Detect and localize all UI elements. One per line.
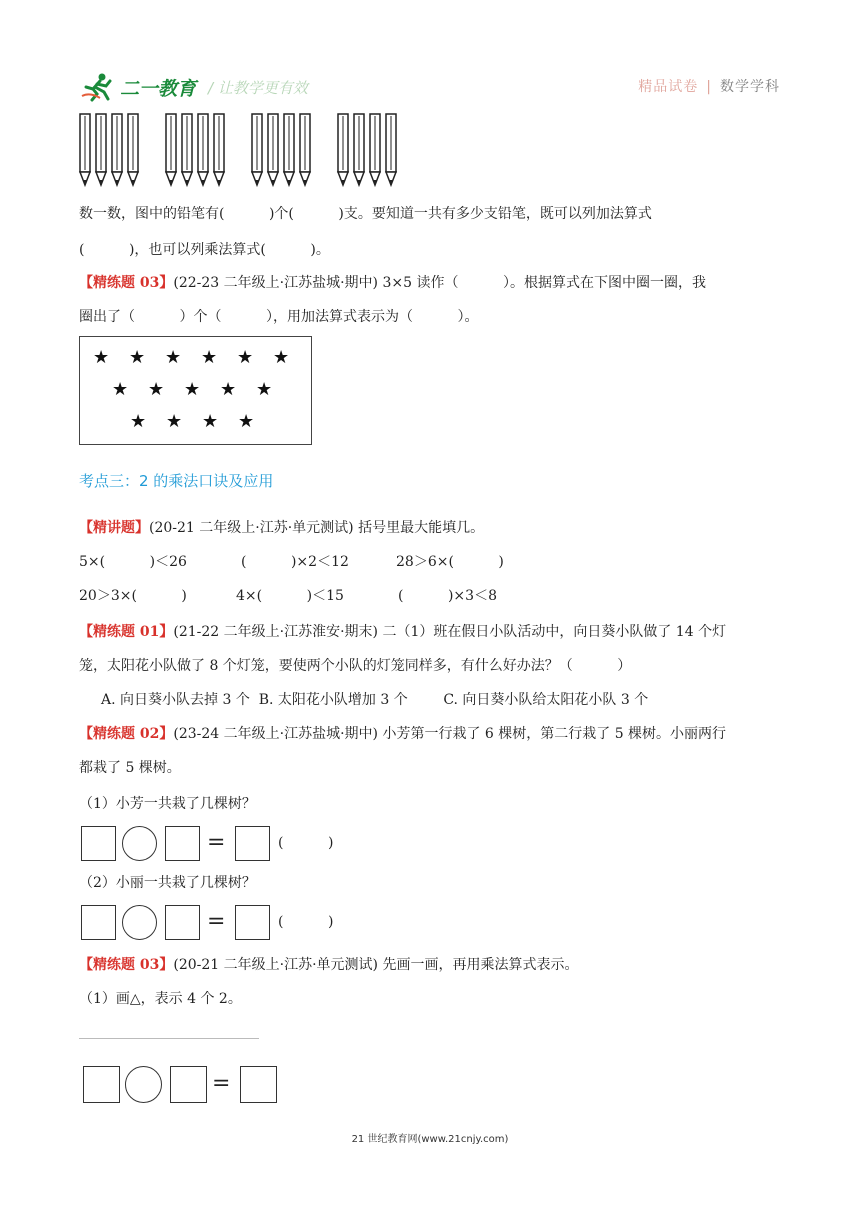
equals-sign: = (207, 830, 226, 855)
subject-label: 数学学科 (720, 79, 780, 95)
equals-sign: = (207, 909, 226, 934)
exercise-03a-line2: 圈出了（ ）个（ ），用加法算式表示为（ ）。 (79, 309, 479, 325)
star-icon[interactable]: ★ (238, 411, 255, 432)
exercise-tag: 【精练题 01】 (79, 624, 174, 640)
pencil-icon (214, 114, 224, 185)
pencil-icon (96, 114, 106, 185)
exercise-02-line1 (79, 724, 726, 744)
pencil-figure (78, 112, 418, 190)
header-logo (80, 72, 308, 102)
ineq-4: 20＞3×( ) (79, 588, 187, 604)
pencil-icon (284, 114, 294, 185)
pencil-icon (354, 114, 364, 185)
pencil-icon (128, 114, 138, 185)
lecture-tag: 【精讲题】 (79, 520, 149, 536)
pencil-icon (198, 114, 208, 185)
exercise-02-q2: （2）小丽一共栽了几棵树？ (79, 875, 256, 891)
star-icon[interactable]: ★ (256, 379, 273, 400)
answer-box[interactable] (81, 826, 116, 861)
star-icon[interactable]: ★ (273, 347, 290, 368)
operator-circle[interactable] (122, 826, 157, 861)
lecture-text: (20-21 二年级上·江苏·单元测试) 括号里最大能填几。 (149, 520, 485, 536)
pencil-icon (182, 114, 192, 185)
star-icon[interactable]: ★ (201, 347, 218, 368)
star-icon[interactable]: ★ (202, 411, 219, 432)
answer-box[interactable] (235, 826, 270, 861)
header-separator: | (706, 79, 712, 95)
answer-box[interactable] (165, 905, 200, 940)
star-icon[interactable]: ★ (220, 379, 237, 400)
unit-paren: ( ) (278, 835, 334, 851)
exercise-01-options: A. 向日葵小队去掉 3 个 B. 太阳花小队增加 3 个 C. 向日葵小队给太阳花小队 3 个 (101, 692, 649, 708)
star-icon[interactable]: ★ (130, 411, 147, 432)
star-icon[interactable]: ★ (184, 379, 201, 400)
runner-logo-icon (80, 72, 116, 102)
exercise-text: (21-22 二年级上·江苏淮安·期末) 二（1）班在假日小队活动中，向日葵小队做了 14 个灯 (173, 624, 727, 640)
star-icon[interactable]: ★ (237, 347, 254, 368)
pencil-icon (112, 114, 122, 185)
answer-box[interactable] (165, 826, 200, 861)
exercise-text: (22-23 二年级上·江苏盐城·期中) 3×5 读作（ ）。根据算式在下图中圈一圈，我 (173, 275, 706, 291)
exercise-tag: 【精练题 02】 (79, 726, 174, 742)
exercise-tag: 【精练题 03】 (79, 275, 174, 291)
pencil-icon (338, 114, 348, 185)
ineq-5: 4×( )＜15 (236, 588, 344, 604)
pencil-icon (166, 114, 176, 185)
pencil-icon (268, 114, 278, 185)
operator-circle[interactable] (125, 1066, 162, 1103)
answer-box[interactable] (240, 1066, 277, 1103)
exercise-03b-q1: （1）画△，表示 4 个 2。 (79, 991, 242, 1007)
exercise-03b-line1 (79, 955, 578, 975)
pencil-icon (80, 114, 90, 185)
logo-text: 二一教育 (120, 77, 197, 100)
star-icon[interactable]: ★ (129, 347, 146, 368)
star-icon[interactable]: ★ (112, 379, 129, 400)
lecture-line (79, 518, 484, 538)
answer-box[interactable] (170, 1066, 207, 1103)
unit-paren: ( ) (278, 914, 334, 930)
ineq-1: 5×( )＜26 (79, 554, 187, 570)
operator-circle[interactable] (122, 905, 157, 940)
ineq-3: 28＞6×( ) (396, 554, 504, 570)
brand-label: 精品试卷 (638, 79, 699, 95)
section-title: 考点三：2 的乘法口诀及应用 (79, 472, 274, 490)
pencil-icon (386, 114, 396, 185)
exercise-tag: 【精练题 03】 (79, 957, 174, 973)
equals-sign: = (212, 1071, 231, 1096)
exercise-02-q1: （1）小芳一共栽了几棵树？ (79, 796, 256, 812)
star-icon[interactable]: ★ (93, 347, 110, 368)
footer: 21 世纪教育网(www.21cnjy.com) (351, 1134, 509, 1145)
pencil-question-line1: 数一数，图中的铅笔有( )个( )支。要知道一共有多少支铅笔，既可以列加法算式 (79, 206, 652, 222)
answer-box[interactable] (83, 1066, 120, 1103)
pencil-icon (300, 114, 310, 185)
exercise-02-line2: 都栽了 5 棵树。 (79, 760, 181, 776)
exercise-01-line1 (79, 622, 726, 642)
exercise-text: (23-24 二年级上·江苏盐城·期中) 小芳第一行栽了 6 棵树，第二行栽了 5 棵树。小丽两行 (173, 726, 727, 742)
pencil-question-line2: ( )，也可以列乘法算式( )。 (79, 242, 330, 258)
star-icon[interactable]: ★ (166, 411, 183, 432)
exercise-text: (20-21 二年级上·江苏·单元测试) 先画一画，再用乘法算式表示。 (173, 957, 579, 973)
exercise-01-line2: 笼，太阳花小队做了 8 个灯笼，要使两个小队的灯笼同样多，有什么好办法？（ ） (79, 658, 632, 674)
slogan: / 让教学更有效 (208, 78, 308, 97)
star-icon[interactable]: ★ (165, 347, 182, 368)
answer-box[interactable] (235, 905, 270, 940)
answer-box[interactable] (81, 905, 116, 940)
drawing-line[interactable] (79, 1038, 259, 1039)
star-icon[interactable]: ★ (148, 379, 165, 400)
pencil-icon (370, 114, 380, 185)
ineq-2: ( )×2＜12 (241, 554, 349, 570)
exercise-03a-line1 (79, 273, 706, 293)
pencil-icon (252, 114, 262, 185)
star-box (79, 336, 312, 445)
ineq-6: ( )×3＜8 (398, 588, 497, 604)
header-right (638, 76, 780, 96)
